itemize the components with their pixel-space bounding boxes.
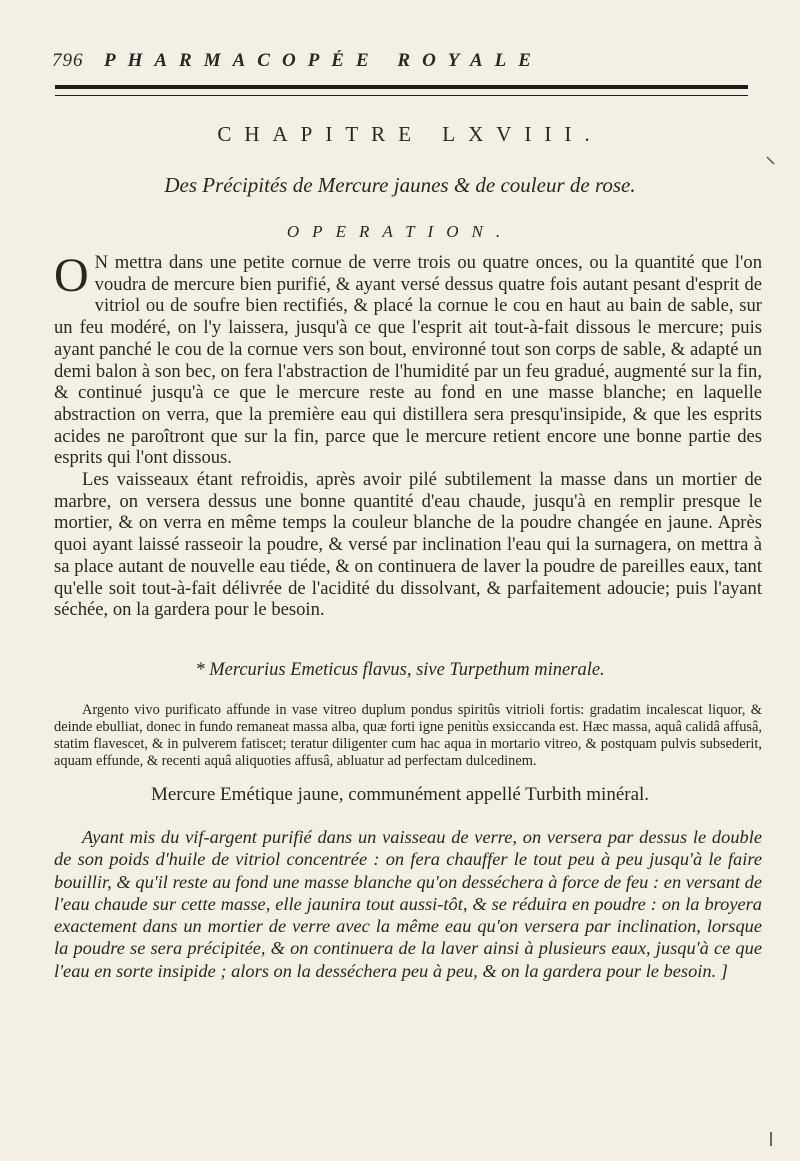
latin-title: * Mercurius Emeticus flavus, sive Turpethum minerale. [195,660,605,680]
paragraph-2: Les vaisseaux étant refroidis, après avoir pilé subtilement la masse dans un mortier de marbre, on versera dessus une bonne quantité d'eau chaude, jusqu'à en remplir presque le mortier, & on verra en même temps la couleur blanche de la poudre changée en jaune. Après quoi ayant laissé rasseoir la poudre, & versé par inclination l'eau qui la surnagera, on mettra à sa place autant de nouvelle eau tiéde, & on continuera de laver la poudre de pareilles eaux, tant qu'elle soit tout-à-fait délivrée de l'acidité du dissolvant, & parfaitement adoucie; puis l'ayant séchée, on la gardera pour le besoin. [54,469,762,621]
operation-heading: OPERATION. [286,222,514,241]
paragraph-1 [54,249,762,469]
mercure-title: Mercure Emétique jaune, communément appellé Turbith minéral. [150,784,650,805]
latin-text: Argento vivo purificato affunde in vase vitreo duplum pondus spiritûs vitrioli fortis: gradatim incalescat liquor, & deinde ebulliat, donec in fundo remaneat massa alba, quæ forti igne penitùs exsiccanda est. Hæc massa, aquâ calidâ affusâ, statim flavescet, & in pulverem fatiscet; teratur diligenter cum hac aqua in mortario vitreo, & postquam pulvis subsederit, aquam effunde, & recenti aquâ aliquoties affusâ, abluatur ad perfectam dulcedinem. [54,702,762,769]
margin-tick [770,1132,772,1146]
section-title: Des Précipités de Mercure jaunes & de couleur de rose. [164,173,636,197]
mercure-text: Ayant mis du vif-argent purifié dans un vaisseau de verre, on versera par dessus le double de son poids d'huile de vitriol concentrée : on fera chauffer le tout peu à peu jusqu'à le faire bouillir, & qu'il reste au fond une masse blanche qu'on desséchera à force de feu : en versant de l'eau chaude sur cette masse, elle jaunira tout aussi-tôt, & se réduira en poudre : on la broyera exactement dans un mortier de verre avec la même eau qu'on versera par inclination, lorsque la poudre se sera précipitée, & on continuera de la laver ainsi à plusieurs eaux, jusqu'à ce que l'eau en sorte insipide ; alors on la desséchera peu à peu, & on la gardera pour le besoin. ] [54,827,762,981]
running-title: PHARMACOPÉE ROYALE [104,50,543,71]
margin-mark-icon [766,156,775,165]
chapter-title: CHAPITRE LXVIII. [217,122,603,146]
running-head [52,50,760,80]
page-number: 796 [52,50,84,71]
paragraph-1-text: N mettra dans une petite cornue de verre trois ou quatre onces, ou la quantité que l'on voudra de mercure bien purifié, & ayant versé dessus quatre fois autant pesant d'esprit de vitriol ou de soufre bien rectifiés, & placé la cornue le cou en haut au bain de sable, sur un feu modéré, on l'y laissera, jusqu'à ce que l'esprit ait tout-à-fait dissous le mercure; puis ayant panché le cou de la cornue vers son bout, environné tout son corps de sable, & adapté un demi balon à son bec, on fera l'abstraction de l'humidité par un feu gradué, augmenté sur la fin, & continué jusqu'à ce que le mercure reste au fond en une masse blanche; en laquelle abstraction on verra, que la première eau qui distillera sera presqu'insipide, & que les esprits acides ne paroîtront que sur la fin, parce que le mercure retient encore une bonne partie des esprits qui l'ont dissous. [54,252,762,469]
drop-cap: O [54,249,89,302]
header-rule [55,85,748,96]
french-text [54,249,762,621]
